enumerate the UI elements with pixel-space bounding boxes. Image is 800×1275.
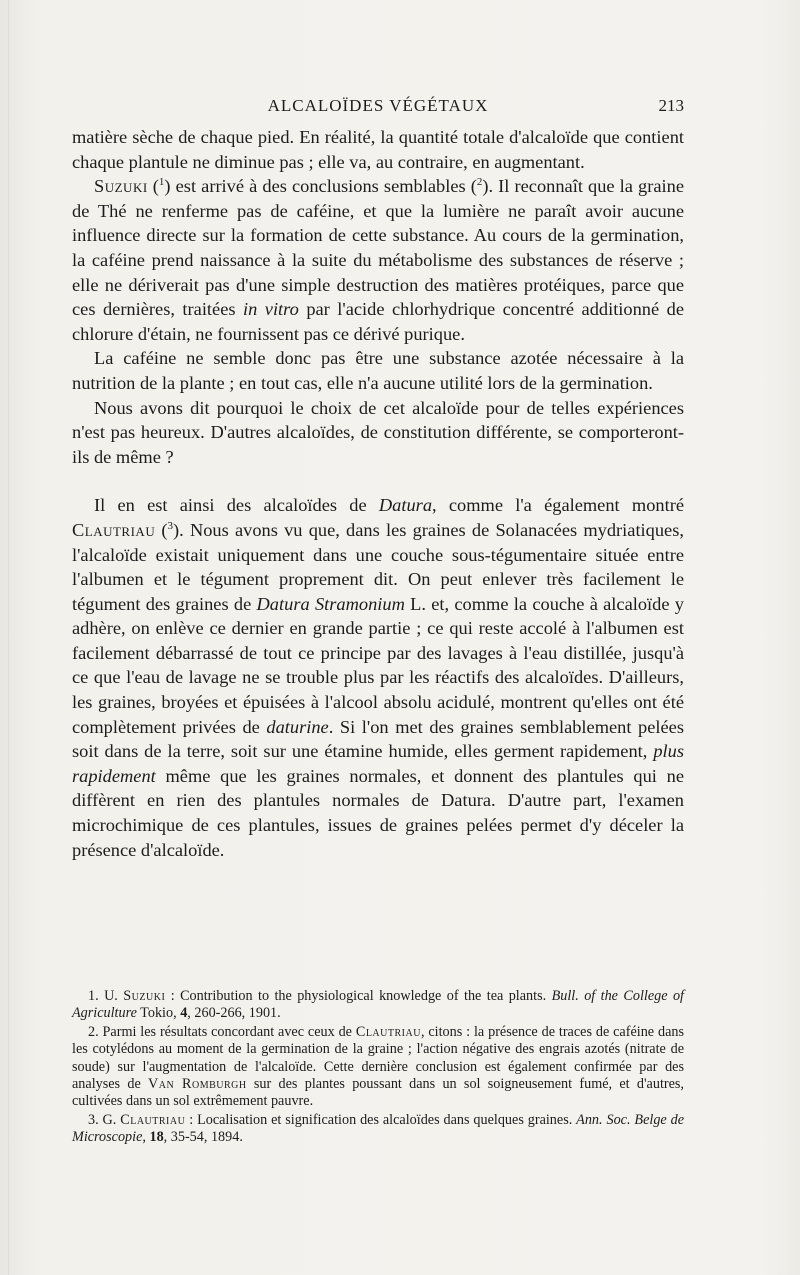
section-gap — [72, 469, 684, 493]
text-run: . Si l'on met des graines semblablement pelées soit dans de la terre, soit sur une étamine humide, elles germent rapidement, — [72, 716, 684, 762]
italic-term: plus rapidement — [72, 741, 684, 786]
text-run: Il en est ainsi des alcaloïdes de — [94, 495, 379, 516]
footnote-2 — [72, 1024, 684, 1111]
author-name: Suzuki — [123, 988, 166, 1004]
volume-number: 18 — [149, 1129, 164, 1146]
journal-title: Ann. Soc. Belge de Microscopie — [72, 1111, 684, 1146]
italic-term: daturine — [266, 716, 329, 737]
text-run: par l'acide chlorhydrique concentré additionné de chlorure d'étain, ne fournissent pas ce dérivé purique. — [72, 299, 684, 344]
running-title: ALCALOÏDES VÉGÉTAUX — [267, 96, 489, 115]
text-run: , 260-266, 1901. — [187, 1005, 281, 1022]
footnote-ref: 1 — [158, 176, 165, 189]
text-run: sur des plantes poussant dans un sol soigneusement fumé, et d'autres, cultivées dans un sol extrêmement pauvre. — [72, 1076, 684, 1110]
running-head — [72, 96, 684, 120]
footnote-number: 1. U. — [88, 988, 124, 1004]
text-run: Tokio, — [136, 1005, 181, 1022]
italic-term: Datura Stramonium — [256, 593, 405, 614]
text-run: . Il reconnaît que la graine de Thé ne renferme pas de caféine, et que la lumière ne paraît avoir aucune influence directe sur la formation de cette substance. Au cours de la germination, la caféine prend naissance à la suite du métabolisme des substances de réserve ; elle ne dériverait pas d'une simple destruction des matières protéiques, parce que ces dernières, traitées — [72, 176, 684, 320]
text-run: L. et, comme la couche à alcaloïde y adhère, on enlève ce dernier en grande partie ; ce qui reste accolé à l'albumen est facilement débarrassé de tout ce principe par des lavages à l'eau distillée, jusqu'à ce que l'eau de lavage ne se trouble plus par les réactifs des alcaloïdes. D'ailleurs, les graines, broyées et épuisées à l'alcool absolu acidulé, montrent qu'elles ont été complètement privées de — [72, 593, 684, 737]
text-run: : Localisation et signification des alcaloïdes dans quelques graines. — [185, 1111, 577, 1128]
author-name: Van Romburgh — [148, 1076, 247, 1093]
text-run: : Contribution to the physiological knowledge of the tea plants. — [165, 988, 552, 1004]
author-name: Clautriau — [355, 1023, 421, 1040]
page-edge-shadow — [8, 0, 9, 1275]
text-run: , comme l'a également montré — [432, 495, 684, 516]
volume-number: 4 — [180, 1005, 188, 1022]
footnote-number: 3. G. — [88, 1111, 121, 1128]
paragraph-3: La caféine ne semble donc pas être une substance azotée nécessaire à la nutrition de la plante ; en tout cas, elle n'a aucune utilité lors de la germination. — [72, 348, 684, 393]
page-number: 213 — [658, 96, 684, 115]
text-run: , citons : la présence de traces de caféine dans les cotylédons au moment de la germination de la graine ; l'action négative des engrais azotés (nitrate de soude) sur l'augmentation de l'alcaloïde. Cette dernière conclusion est également confirmée par des analyses de — [72, 1023, 684, 1093]
footnote-ref: 3 — [167, 519, 174, 532]
text-run: même que les graines normales, et donnent des plantules qui ne diffèrent en rien des plantules normales de Datura. D'autre part, l'examen microchimique de ces plantules, issues de graines pelées permet d'y déceler la présence d'alcaloïde. — [72, 765, 684, 860]
footnote-1 — [72, 988, 684, 1023]
paragraph-4: Nous avons dit pourquoi le choix de cet alcaloïde pour de telles expériences n'est pas heureux. D'autres alcaloïdes, de constitution différente, se comporteront-ils de même ? — [72, 397, 684, 467]
text-run: . Nous avons vu que, dans les graines de Solanacées mydriatiques, l'alcaloïde existait uniquement dans une couche sous-tégumentaire située entre l'albumen et le tégument proprement dit. On peut enlever très facilement le tégument des graines de — [72, 519, 684, 614]
italic-term: Datura — [378, 495, 433, 516]
text-run: , 35-54, 1894. — [163, 1129, 243, 1146]
author-name: Clautriau — [72, 519, 156, 540]
journal-title: Bull. of the College of Agriculture — [72, 988, 684, 1022]
footnote-3 — [72, 1112, 684, 1147]
author-name: Clautriau — [120, 1111, 186, 1128]
paragraph-5: Il en est ainsi des alcaloïdes de Datura, comme l'a également montré Clautriau ($^3$). Nous avons vu que, dans les graines de Solanacées mydriatiques, l'alcaloïde existait uniquement dans une couche sous-tégumentaire située entre l'albumen et le tégument proprement dit. On peut enlever très facilement le tégument des graines de Datura Stramonium L. et, comme la couche à alcaloïde y adhère, on enlève ce dernier en grande partie ; ce qui reste accolé à l'albumen est facilement débarrassé de tout ce principe par des lavages à l'eau distillée, jusqu'à ce que l'eau de lavage ne se trouble plus par les réactifs des alcaloïdes. D'ailleurs, les graines, broyées et épuisées à l'alcool absolu acidulé, montrent qu'elles ont été complètement privées de daturine. Si l'on met des graines semblablement pelées soit dans de la terre, soit sur une étamine humide, elles germent rapidement, plus rapidement même que les graines normales, et donnent des plantules qui ne diffèrent en rien des plantules normales de Datura. D'autre part, l'examen microchimique de ces plantules, issues de graines pelées permet d'y déceler la présence d'alcaloïde. — [72, 495, 684, 860]
text-run: , — [142, 1129, 150, 1146]
text-run: 2. Parmi les résultats concordant avec ceux de — [88, 1023, 356, 1040]
body-text — [72, 125, 684, 862]
footnotes — [72, 988, 684, 1148]
author-name: Suzuki — [94, 176, 148, 197]
paragraph-2: Suzuki ($^1$) est arrivé à des conclusions semblables ($^2$). Il reconnaît que la graine de Thé ne renferme pas de caféine, et que la lumière ne paraît avoir aucune influence directe sur la formation de cette substance. Au cours de la germination, la caféine prend naissance à la suite du métabolisme des substances de réserve ; elle ne dériverait pas d'une simple destruction des matières protéiques, parce que ces dernières, traitées in vitro par l'acide chlorhydrique concentré additionné de chlorure d'étain, ne fournissent pas ce dérivé purique. — [72, 176, 684, 344]
footnote-ref: 2 — [476, 176, 483, 189]
text-run: est arrivé à des conclusions semblables — [170, 176, 471, 197]
paragraph-1: matière sèche de chaque pied. En réalité, la quantité totale d'alcaloïde que contient chaque plantule ne diminue pas ; elle va, au contraire, en augmentant. — [72, 127, 684, 172]
italic-term: in vitro — [243, 299, 299, 320]
